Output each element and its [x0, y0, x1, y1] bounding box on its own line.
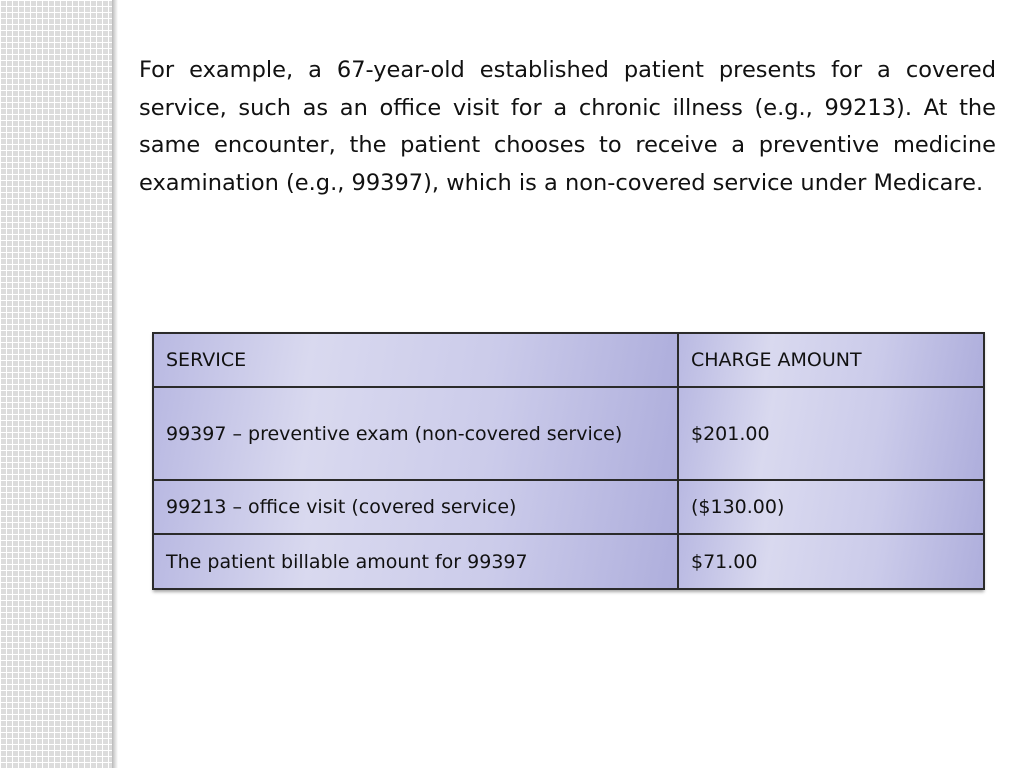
charge-cell: $71.00 — [678, 534, 984, 589]
table-row — [153, 480, 984, 534]
table-row — [153, 534, 984, 589]
charge-cell: ($130.00) — [678, 480, 984, 534]
service-cell: The patient billable amount for 99397 — [153, 534, 678, 589]
service-cell: 99213 – office visit (covered service) — [153, 480, 678, 534]
table-row — [153, 387, 984, 480]
charge-table — [152, 332, 985, 590]
side-pattern-decoration — [0, 0, 112, 768]
header-service: SERVICE — [153, 333, 678, 387]
header-charge-amount: CHARGE AMOUNT — [678, 333, 984, 387]
side-shadow-decoration — [112, 0, 118, 768]
charge-cell: $201.00 — [678, 387, 984, 480]
service-cell: 99397 – preventive exam (non-covered service) — [153, 387, 678, 480]
charge-table-container — [152, 332, 983, 590]
example-paragraph: For example, a 67-year-old established patient presents for a covered service, such as an office visit for a chronic illness (e.g., 99213). At the same encounter, the patient chooses to receive a preventive medicine examination (e.g., 99397), which is a non-covered service under Medicare. — [139, 57, 996, 196]
table-header-row — [153, 333, 984, 387]
